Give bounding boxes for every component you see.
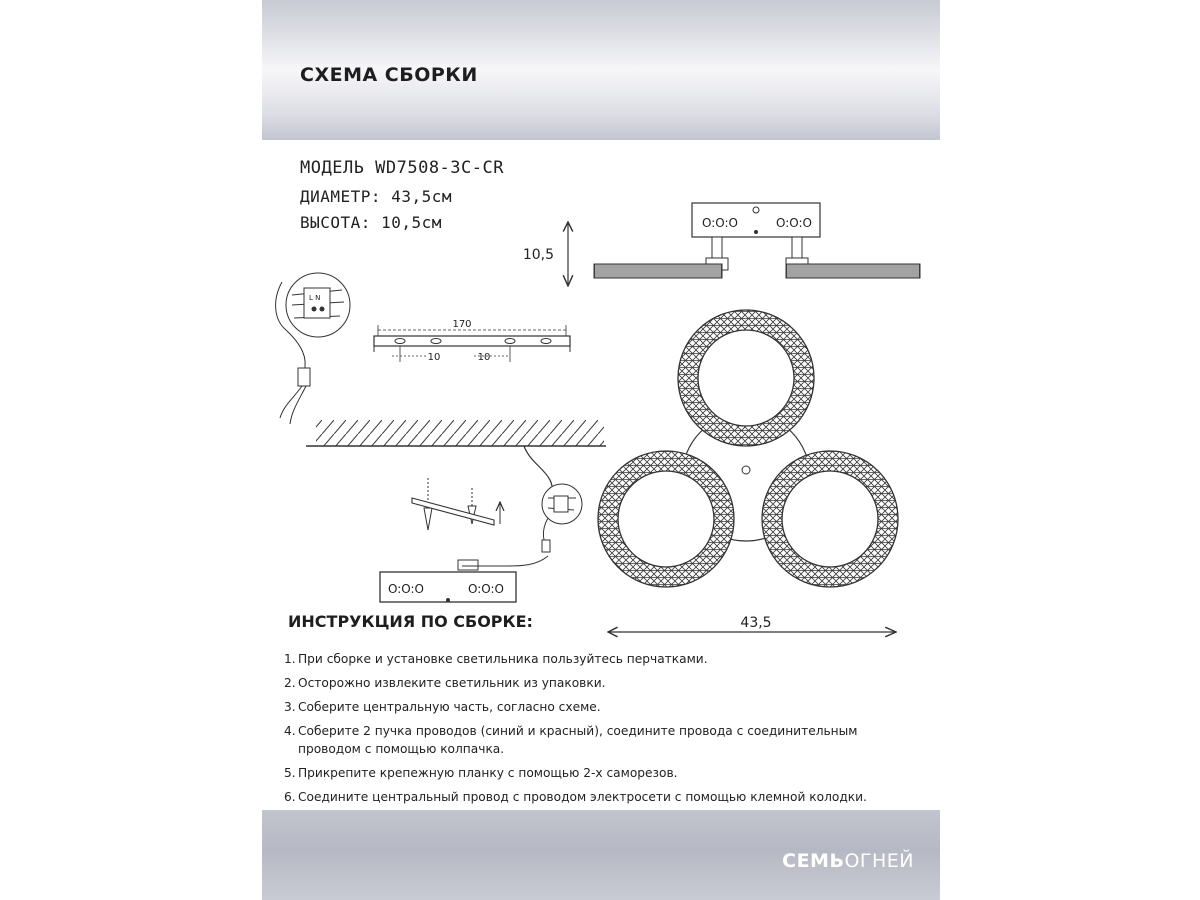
- height-spec: ВЫСОТА: 10,5см: [300, 213, 442, 232]
- wire-cap: [298, 368, 310, 386]
- height-dimension-label: 10,5: [522, 247, 554, 263]
- top-view: [598, 310, 898, 632]
- assembly-sheet: [262, 0, 940, 900]
- side-view: [523, 203, 920, 286]
- brand-logo: СЕМЬОГНЕЙ: [782, 850, 914, 872]
- instruction-steps: [284, 650, 934, 812]
- instruction-step: 5. Прикрепите крепежную планку с помощью 2-х саморезов.: [284, 766, 678, 780]
- instruction-step: 4. Соберите 2 пучка проводов (синий и красный), соедините провода с соединительным проводом с помощью колпачка.: [284, 724, 858, 756]
- instructions-title: ИНСТРУКЦИЯ ПО СБОРКЕ:: [288, 612, 533, 631]
- terminal-glyph-right: O:O:O: [776, 216, 812, 230]
- ceiling: [306, 420, 606, 446]
- svg-text:L N: L N: [309, 294, 321, 302]
- svg-text:O:O:O: O:O:O: [388, 582, 424, 596]
- terminal-glyph-left: O:O:O: [702, 216, 738, 230]
- diameter-spec: ДИАМЕТР: 43,5см: [300, 187, 452, 206]
- page-title: СХЕМА СБОРКИ: [300, 64, 478, 86]
- bracket-length-label: 170: [452, 319, 472, 330]
- svg-text:O:O:O: O:O:O: [468, 582, 504, 596]
- ring-side-right: [786, 264, 920, 278]
- wire-cap-detail: [276, 273, 350, 424]
- bracket-offset-left-label: 10: [427, 352, 441, 363]
- instruction-step: 3. Соберите центральную часть, согласно схеме.: [284, 700, 601, 714]
- bracket-drawing: [374, 319, 570, 363]
- bracket-offset-right-label: 10: [477, 352, 491, 363]
- installation-scene: [380, 446, 582, 602]
- ring-side-left: [594, 264, 722, 278]
- diameter-dimension-label: 43,5: [740, 615, 772, 631]
- instruction-step: 6. Соедините центральный провод с проводом электросети с помощью клемной колодки.: [284, 790, 867, 804]
- instruction-step: 1. При сборке и установке светильника пользуйтесь перчатками.: [284, 652, 708, 666]
- model-spec: МОДЕЛЬ WD7508-3C-CR: [300, 158, 504, 178]
- instruction-step: 2. Осторожно извлеките светильник из упаковки.: [284, 676, 606, 690]
